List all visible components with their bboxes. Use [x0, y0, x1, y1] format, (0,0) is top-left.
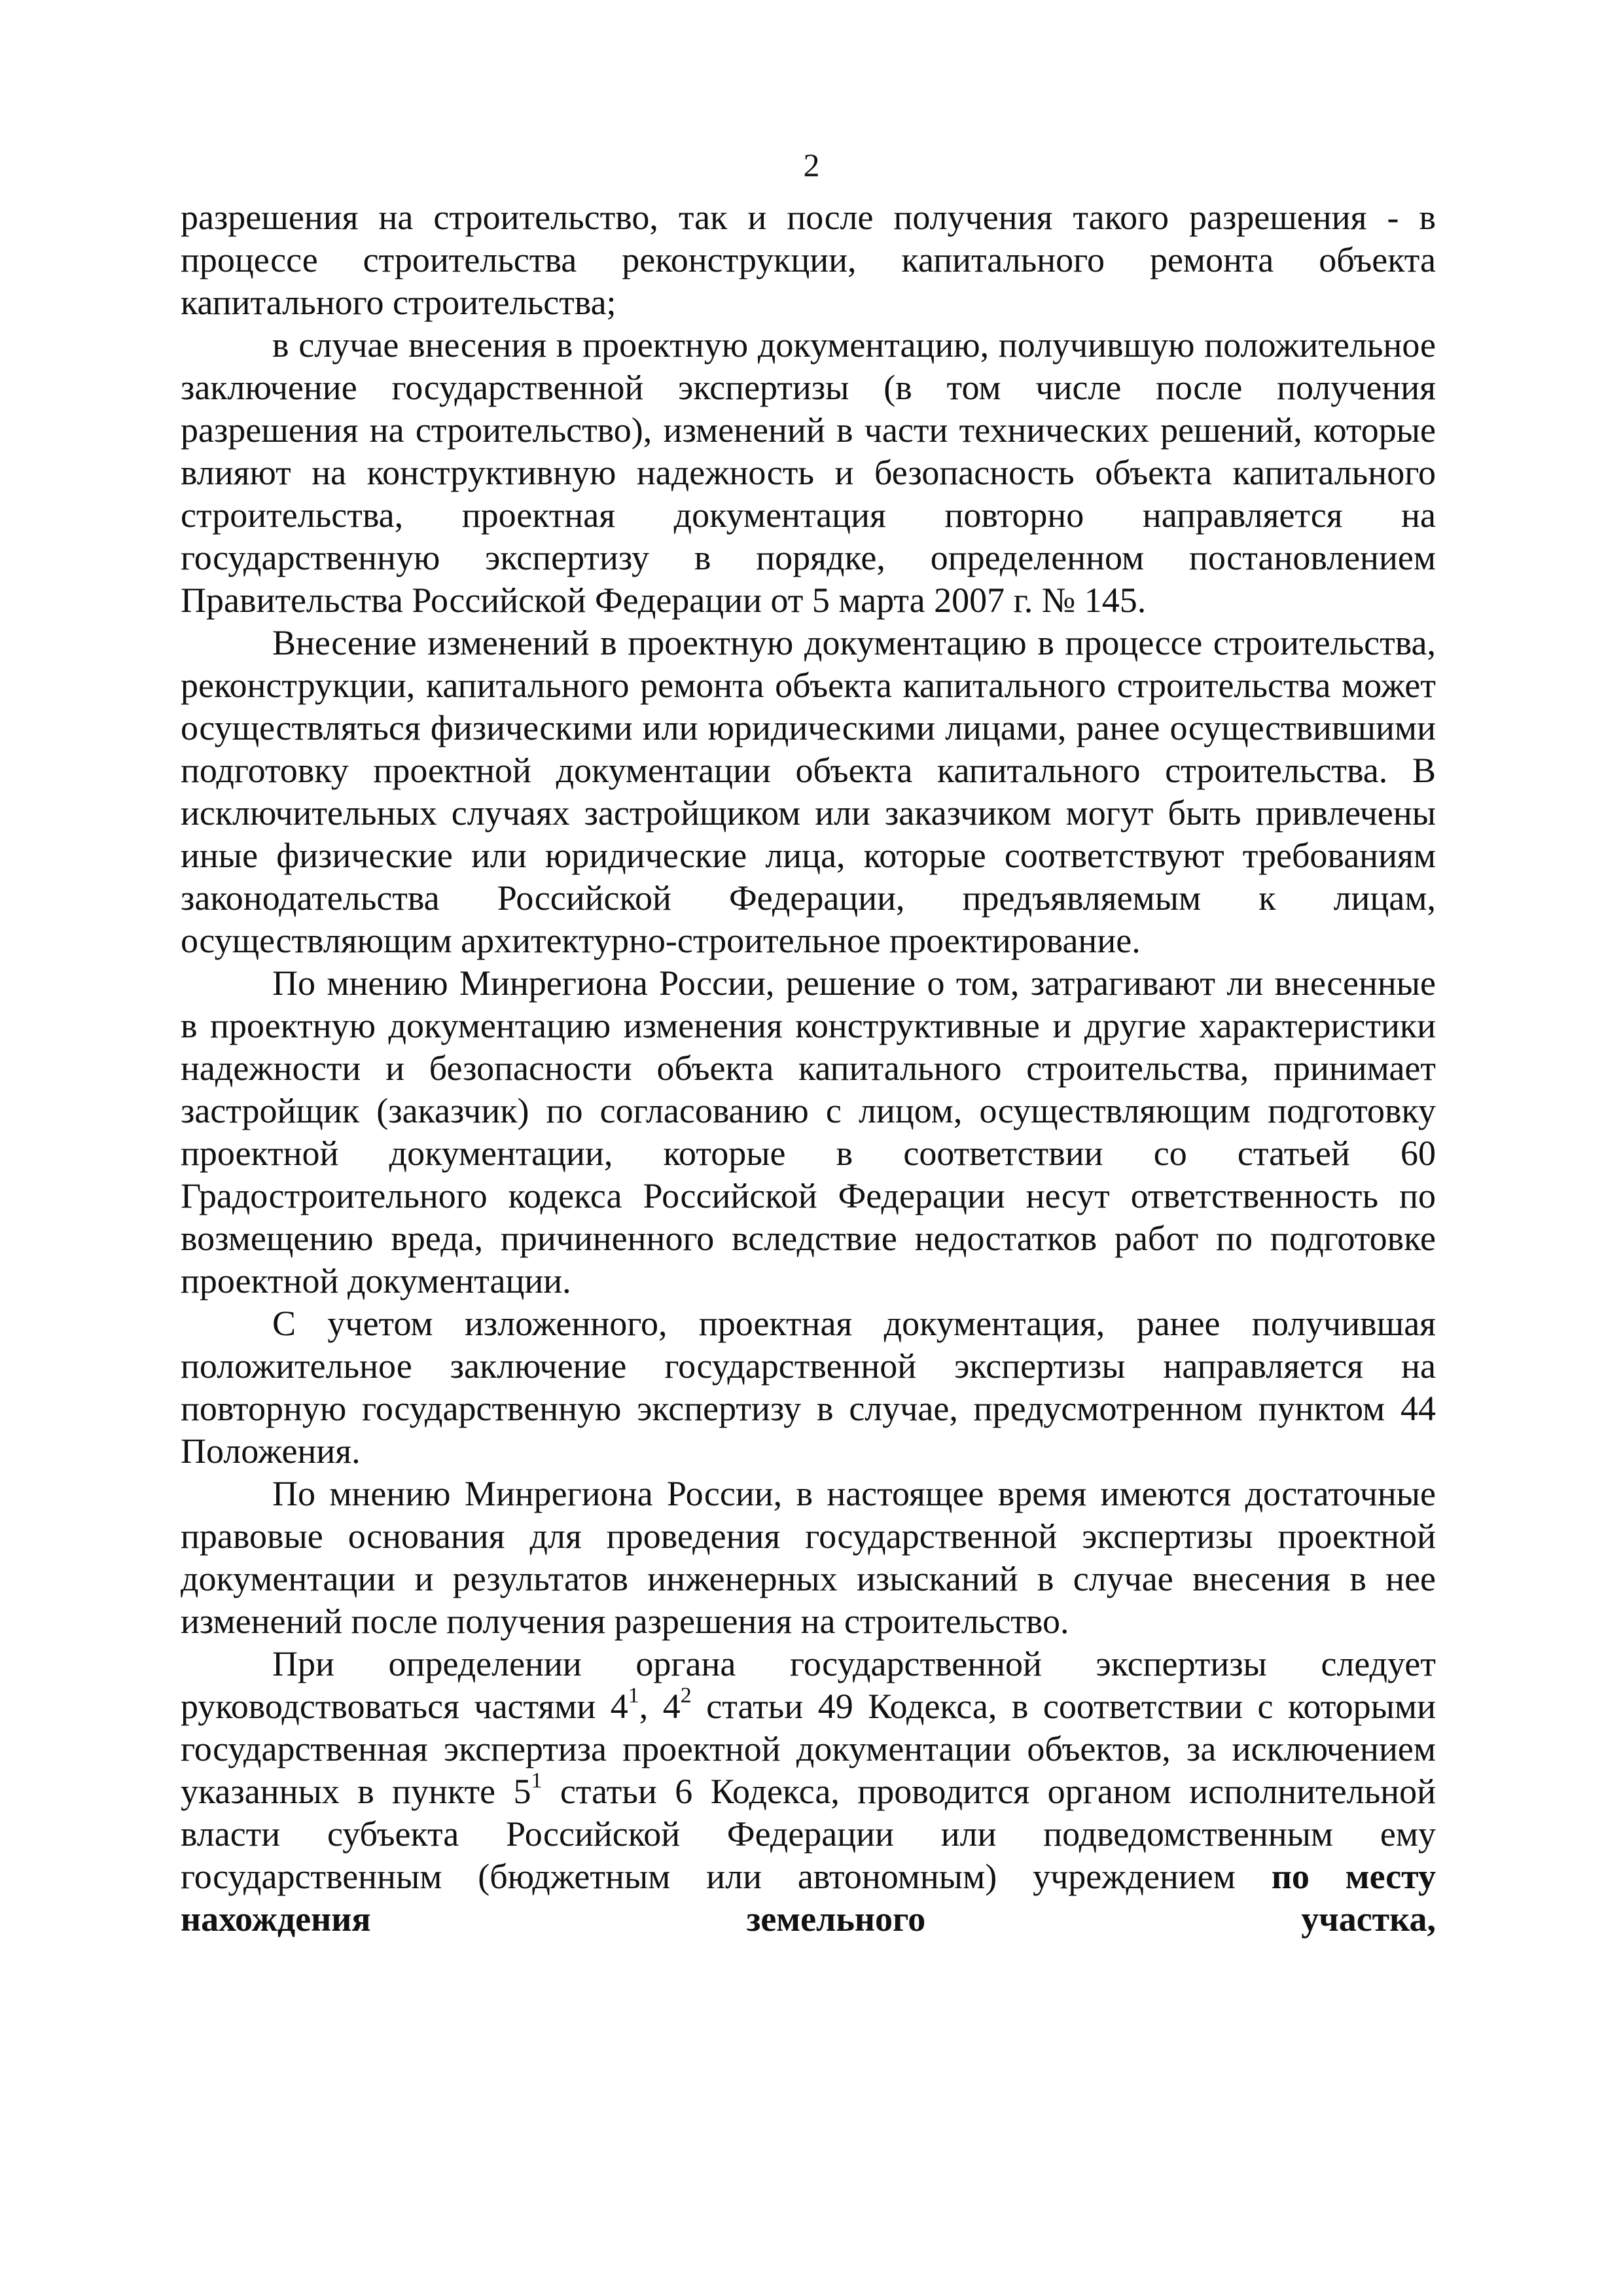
paragraph-7 — [181, 1643, 1436, 1941]
paragraph-7-part-3: статьи 49 Кодекса, в соответствии с которыми государственная экспертиза проектной документации объектов, за исключением указанных в пункте 5 — [181, 1687, 1436, 1811]
paragraph-6: По мнению Минрегиона России, в настоящее время имеются достаточные правовые основания для проведения государственной экспертизы проектной документации и результатов инженерных изысканий в случае внесения в нее изменений после получения разрешения на строительство. — [181, 1474, 1436, 1641]
superscript-2: 2 — [680, 1683, 692, 1708]
paragraph-4: По мнению Минрегиона России, решение о том, затрагивают ли внесенные в проектную документацию изменения конструктивные и другие характеристики надежности и безопасности объекта капитального строительства, принимает застройщик (заказчик) по согласованию с лицом, осуществляющим подготовку проектной документации, которые в соответствии со статьей 60 Градостроительного кодекса Российской Федерации несут ответственность по возмещению вреда, причиненного вследствие недостатков работ по подготовке проектной документации. — [181, 963, 1436, 1300]
page-number: 2 — [803, 147, 820, 183]
paragraph-7-part-4: статьи 6 Кодекса, проводится органом исполнительной власти субъекта Российской Федерации или подведомственным ему государственным (бюджетным или автономным) учреждением — [181, 1772, 1436, 1896]
paragraph-5: С учетом изложенного, проектная документация, ранее получившая положительное заключение государственной экспертизы направляется на повторную государственную экспертизу в случае, предусмотренном пунктом 44 Положения. — [181, 1304, 1436, 1471]
paragraph-2: в случае внесения в проектную документацию, получившую положительное заключение государственной экспертизы (в том числе после получения разрешения на строительство), изменений в части технических решений, которые влияют на конструктивную надежность и безопасность объекта капитального строительства, проектная документация повторно направляется на государственную экспертизу в порядке, определенном постановлением Правительства Российской Федерации от 5 марта 2007 г. № 145. — [181, 325, 1436, 620]
superscript-1: 1 — [628, 1683, 639, 1708]
paragraph-7-part-1: При определении органа государственной экспертизы следует руководствоваться частями 4 — [181, 1644, 1436, 1726]
paragraph-1: разрешения на строительство, так и после получения такого разрешения - в процессе строительства реконструкции, капитального ремонта объекта капитального строительства; — [181, 198, 1436, 322]
superscript-3: 1 — [531, 1768, 543, 1793]
paragraph-3: Внесение изменений в проектную документацию в процессе строительства, реконструкции, капитального ремонта объекта капитального строительства может осуществляться физическими или юридическими лицами, ранее осуществившими подготовку проектной документации объекта капитального строительства. В исключительных случаях застройщиком или заказчиком могут быть привлечены иные физические или юридические лица, которые соответствуют требованиям законодательства Российской Федерации, предъявляемым к лицам, осуществляющим архитектурно-строительное проектирование. — [181, 623, 1436, 960]
paragraph-7-part-2: , 4 — [639, 1687, 681, 1726]
paragraph-7-bold-tail: по месту нахождения земельного участка, — [181, 1857, 1436, 1939]
body-text — [181, 196, 1436, 1941]
